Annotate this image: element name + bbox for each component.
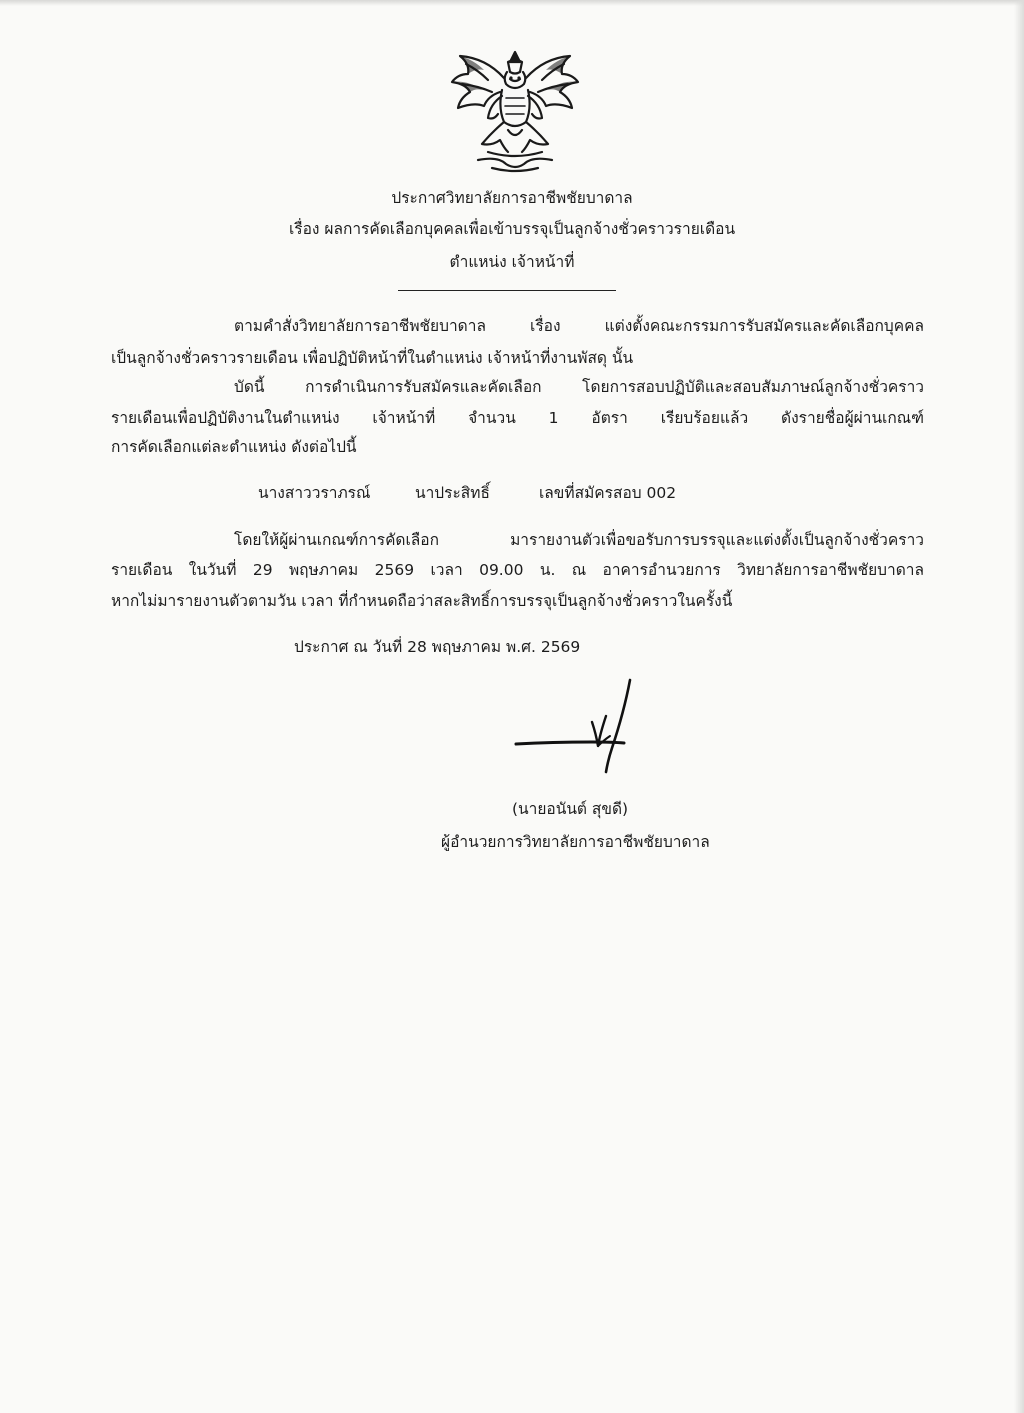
scan-right-edge [1014, 0, 1024, 1413]
paragraph-3-line-3: หากไม่มารายงานตัวตามวัน เวลา ที่กำหนดถือว่าสละสิทธิ์การบรรจุเป็นลูกจ้างชั่วคราวในครั้งนี้ [111, 592, 733, 610]
candidate-applicant-number: เลขที่สมัครสอบ 002 [539, 484, 677, 502]
paragraph-3-line-1: โดยให้ผู้ผ่านเกณฑ์การคัดเลือก มารายงานตัวเพื่อขอรับการบรรจุและแต่งตั้งเป็นลูกจ้างชั่วคราว [234, 531, 924, 549]
subject-line: เรื่อง ผลการคัดเลือกบุคคลเพื่อเข้าบรรจุเป็นลูกจ้างชั่วคราวรายเดือน [288, 220, 736, 238]
candidate-last-name: นาประสิทธิ์ [415, 484, 490, 502]
paragraph-1-line-1: ตามคำสั่งวิทยาลัยการอาชีพชัยบาดาล เรื่อง แต่งตั้งคณะกรรมการรับสมัครและคัดเลือกบุคคล [234, 317, 924, 335]
scan-top-edge [0, 0, 1024, 6]
paragraph-3-line-2: รายเดือน ในวันที่ 29 พฤษภาคม 2569 เวลา 09.00 น. ณ อาคารอำนวยการ วิทยาลัยการอาชีพชัยบาดาล [111, 561, 924, 579]
signatory-name: (นายอนันต์ สุขดี) [512, 800, 629, 818]
paragraph-2-line-1: บัดนี้ การดำเนินการรับสมัครและคัดเลือก โดยการสอบปฏิบัติและสอบสัมภาษณ์ลูกจ้างชั่วคราว [234, 378, 924, 396]
candidate-first-name: นางสาววราภรณ์ [258, 484, 371, 502]
garuda-emblem-icon [448, 48, 582, 174]
paragraph-2-line-2: รายเดือนเพื่อปฏิบัติงานในตำแหน่ง เจ้าหน้าที่ จำนวน 1 อัตรา เรียบร้อยแล้ว ดังรายชื่อผู้ผ่านเกณฑ์ [111, 409, 924, 427]
handwritten-signature-icon [512, 676, 652, 776]
paragraph-2-line-3: การคัดเลือกแต่ละตำแหน่ง ดังต่อไปนี้ [111, 438, 357, 456]
announce-date: ประกาศ ณ วันที่ 28 พฤษภาคม พ.ศ. 2569 [294, 638, 581, 656]
title-divider [398, 290, 616, 291]
signatory-title: ผู้อำนวยการวิทยาลัยการอาชีพชัยบาดาล [441, 833, 710, 851]
position-line: ตำแหน่ง เจ้าหน้าที่ [449, 253, 575, 271]
issuer-title: ประกาศวิทยาลัยการอาชีพชัยบาดาล [391, 189, 633, 207]
paragraph-1-line-2: เป็นลูกจ้างชั่วคราวรายเดือน เพื่อปฏิบัติหน้าที่ในตำแหน่ง เจ้าหน้าที่งานพัสดุ นั้น [111, 349, 634, 367]
